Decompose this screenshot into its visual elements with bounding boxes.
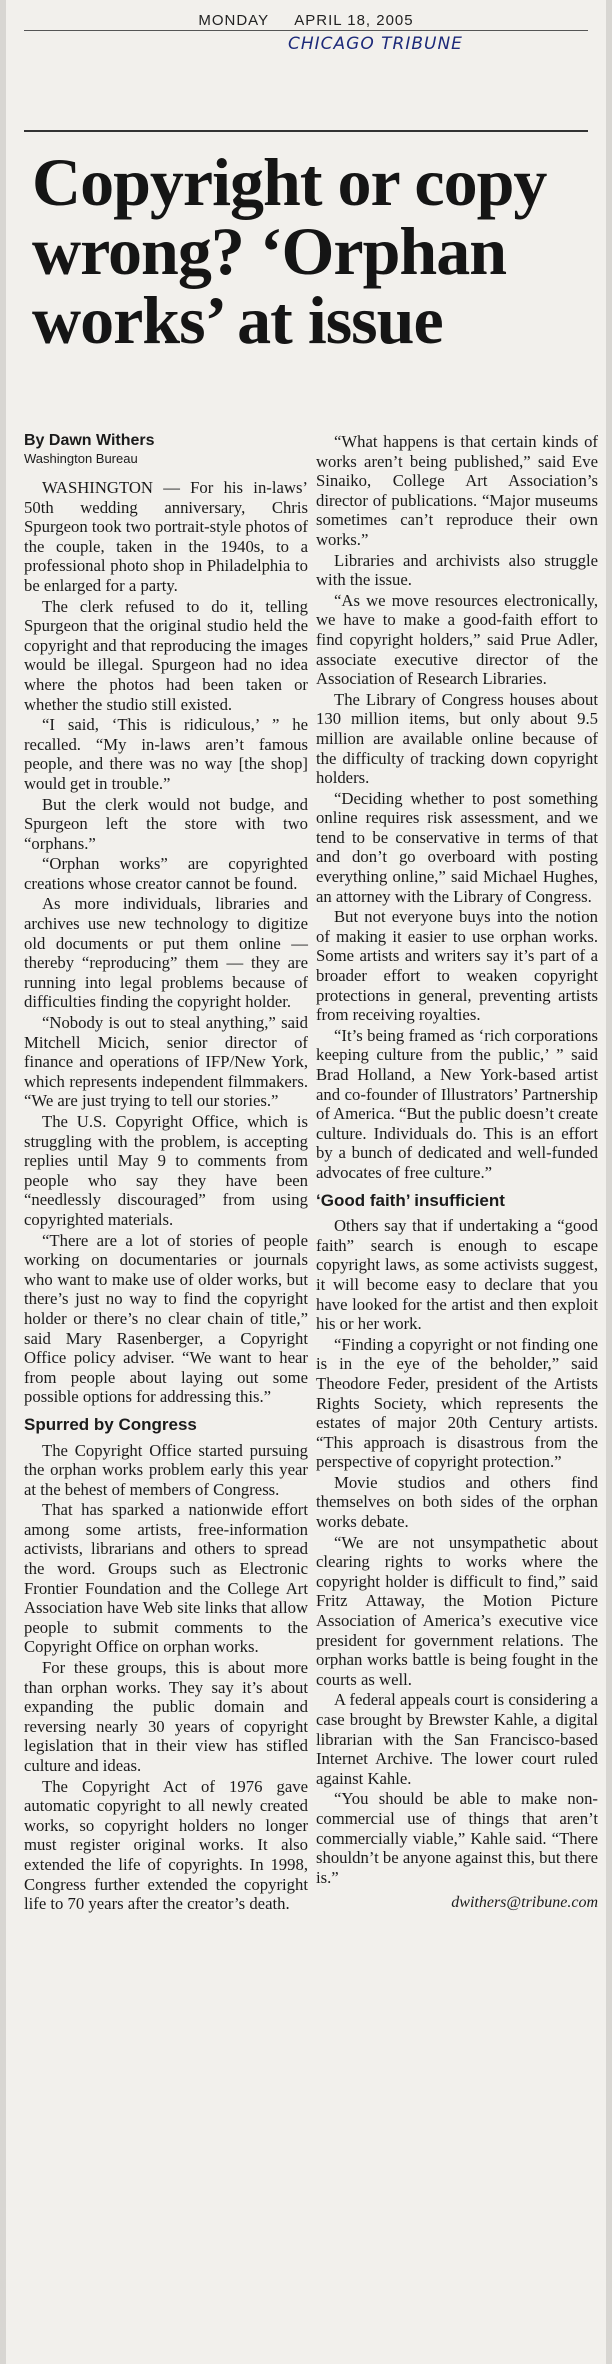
paragraph: “What happens is that certain kinds of works aren’t being published,” said Eve Sinaiko, College Art Association’s director of publications. “Major museums sometimes can’t reproduce their own works.” xyxy=(316,432,598,549)
paragraph: “Orphan works” are copyrighted creations whose creator cannot be found. xyxy=(24,854,308,893)
byline-name: By Dawn Withers xyxy=(24,432,155,449)
paragraph: Movie studios and others find themselves on both sides of the orphan works debate. xyxy=(316,1472,598,1532)
paragraph: WASHINGTON — For his in-laws’ 50th wedding anniversary, Chris Spurgeon took two portrait-style photos of the couple, taken in the 1940s, to a professional photo shop in Philadelphia to be enlarged for a party. xyxy=(24,478,308,595)
paragraph: “As we move resources electronically, we have to make a good-faith effort to find copyright holders,” said Prue Adler, associate executive director of the Association of Research Libraries. xyxy=(316,590,598,689)
paragraph: Libraries and archivists also struggle with the issue. xyxy=(316,550,598,590)
masthead-date: APRIL 18, 2005 xyxy=(294,12,414,29)
paragraph: The Copyright Act of 1976 gave automatic copyright to all newly created works, so copyright holders no longer must register original works. It also extended the life of copyrights. In 1998, Congress further extended the copyright life to 70 years after the creator’s death. xyxy=(24,1776,308,1914)
paragraph: “You should be able to make non-commercial use of things that aren’t commercially viable,” Kahle said. “There shouldn’t be anyone against this, but there is.” xyxy=(316,1789,598,1887)
article-column-left xyxy=(24,478,308,1915)
paragraph: “We are not unsympathetic about clearing rights to works where the copyright holder is difficult to find,” said Fritz Attaway, the Motion Picture Association of America’s executive vice president for government relations. The orphan works battle is being fought in the courts as well. xyxy=(316,1532,598,1689)
subheading: ‘Good faith’ insufficient xyxy=(316,1190,505,1210)
subheading: Spurred by Congress xyxy=(24,1414,197,1434)
paragraph: But the clerk would not budge, and Spurgeon left the store with two “orphans.” xyxy=(24,794,308,853)
paragraph: The Library of Congress houses about 130 million items, but only about 9.5 million are available online because of the difficulty of tracking down copyright holders. xyxy=(316,689,598,788)
headline: Copyright or copy wrong? ‘Orphan works’ at issue xyxy=(32,144,547,358)
byline-org: Washington Bureau xyxy=(24,451,138,466)
paragraph: The clerk refused to do it, telling Spurgeon that the original studio held the copyright and that reproducing the images would be illegal. Spurgeon had no idea where the photos had been taken or whether the studio still existed. xyxy=(24,596,308,714)
paragraph: As more individuals, libraries and archives use new technology to digitize old documents or put them online — thereby “reproducing” them — they are running into legal problems because of difficulties finding the copyright holder. xyxy=(24,894,308,1012)
article-column-right xyxy=(316,432,598,1913)
paragraph: The Copyright Office started pursuing the orphan works problem early this year at the behest of members of Congress. xyxy=(24,1440,308,1499)
byline xyxy=(24,432,306,466)
paragraph: The U.S. Copyright Office, which is struggling with the problem, is accepting replies until May 9 to comments from people who say they have been “needlessly discouraged” from using copyrighted materials. xyxy=(24,1112,308,1229)
masthead xyxy=(6,12,606,29)
section-rule xyxy=(24,130,588,132)
paragraph: “I said, ‘This is ridiculous,’ ” he recalled. “My in-laws aren’t famous people, and there was no way [the shop] would get in trouble.” xyxy=(24,715,308,793)
paragraph: “Finding a copyright or not finding one is in the eye of the beholder,” said Theodore Feder, president of the Artists Rights Society, which represents the estates of major 20th Century artists. “This approach is disastrous from the perspective of copyright protection.” xyxy=(316,1334,598,1472)
paragraph: A federal appeals court is considering a case brought by Brewster Kahle, a digital librarian with the San Francisco-based Internet Archive. The lower court ruled against Kahle. xyxy=(316,1690,598,1788)
paragraph: “There are a lot of stories of people working on documentaries or journals who want to make use of older works, but there’s just no way to find the copyright holder or there’s no clear chain of title,” said Mary Rasenberger, a Copyright Office policy adviser. “We want to hear from people about laying out some possible options for addressing this.” xyxy=(24,1230,308,1407)
author-email: dwithers@tribune.com xyxy=(451,1894,598,1912)
paragraph: But not everyone buys into the notion of making it easier to use orphan works. Some artists and writers say it’s part of a broader effort to weaken copyright protections in general, preventing artists from receiving royalties. xyxy=(316,907,598,1025)
paragraph: That has sparked a nationwide effort among some artists, free-information activists, librarians and others to spread the word. Groups such as Electronic Frontier Foundation and the College Art Association have Web site links that allow people to submit comments to the Copyright Office on orphan works. xyxy=(24,1500,308,1657)
masthead-rule xyxy=(24,30,588,31)
handwritten-note: CHICAGO TRIBUNE xyxy=(288,34,463,54)
paragraph: “Nobody is out to steal anything,” said Mitchell Micich, senior director of finance and operations of IFP/New York, which represents independent filmmakers. “We are just trying to tell our stories.” xyxy=(24,1013,308,1111)
paragraph: For these groups, this is about more than orphan works. They say it’s about expanding the public domain and reversing nearly 30 years of copyright legislation that in their view has stifled culture and ideas. xyxy=(24,1658,308,1775)
paragraph: “It’s being framed as ‘rich corporations keeping culture from the public,’ ” said Brad Holland, a New York-based artist and co-founder of Illustrators’ Partnership of America. “But the public doesn’t create culture. Individuals do. This is an effort by a bunch of dedicated and well-funded advocates of free culture.” xyxy=(316,1025,598,1182)
paragraph: Others say that if undertaking a “good faith” search is enough to escape copyright laws, as some activists suggest, it will become easy to declare that you have looked for the artist and then exploit his or her work. xyxy=(316,1216,598,1334)
paragraph: “Deciding whether to post something online requires risk assessment, and we tend to be conservative in terms of that and don’t go overboard with posting everything online,” said Michael Hughes, an attorney with the Library of Congress. xyxy=(316,788,598,906)
masthead-day: MONDAY xyxy=(198,12,270,29)
